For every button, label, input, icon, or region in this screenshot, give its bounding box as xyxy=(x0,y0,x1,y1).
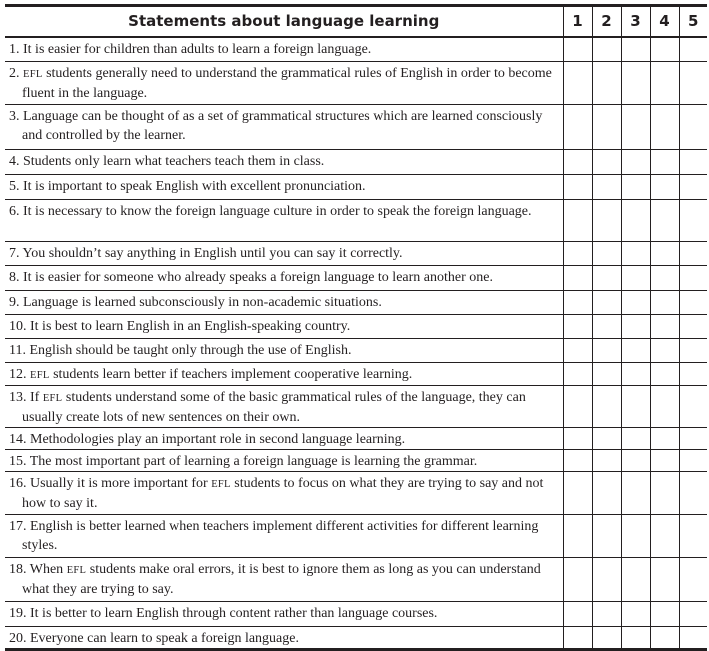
rating-cell-1[interactable] xyxy=(563,315,592,339)
statement-row xyxy=(5,339,707,363)
rating-cell-3[interactable] xyxy=(621,266,650,291)
rating-cell-4[interactable] xyxy=(650,150,679,175)
rating-cell-5[interactable] xyxy=(679,602,707,627)
rating-cell-2[interactable] xyxy=(592,515,621,558)
rating-cell-3[interactable] xyxy=(621,37,650,62)
rating-cell-1[interactable] xyxy=(563,386,592,428)
statement-cell xyxy=(5,200,563,242)
rating-cell-3[interactable] xyxy=(621,105,650,150)
rating-cell-2[interactable] xyxy=(592,339,621,363)
scale-header-4: 4 xyxy=(650,6,679,37)
statement-text: 13. If EFL students understand some of the basic grammatical rules of the language, they can usually create lots of new sentences on their own. xyxy=(9,390,526,425)
rating-cell-5[interactable] xyxy=(679,515,707,558)
rating-cell-3[interactable] xyxy=(621,472,650,515)
rating-cell-4[interactable] xyxy=(650,602,679,627)
rating-cell-4[interactable] xyxy=(650,291,679,315)
statement-text: 14. Methodologies play an important role in second language learning. xyxy=(9,432,406,447)
scale-header-5: 5 xyxy=(679,6,707,37)
statement-cell xyxy=(5,150,563,175)
statement-text: 12. EFL students learn better if teachers implement cooperative learning. xyxy=(9,367,413,382)
rating-cell-3[interactable] xyxy=(621,363,650,386)
rating-cell-2[interactable] xyxy=(592,105,621,150)
rating-cell-1[interactable] xyxy=(563,200,592,242)
rating-cell-4[interactable] xyxy=(650,339,679,363)
rating-cell-1[interactable] xyxy=(563,472,592,515)
rating-cell-1[interactable] xyxy=(563,175,592,200)
rating-cell-1[interactable] xyxy=(563,242,592,266)
rating-cell-2[interactable] xyxy=(592,37,621,62)
rating-cell-3[interactable] xyxy=(621,200,650,242)
rating-cell-3[interactable] xyxy=(621,62,650,105)
rating-cell-1[interactable] xyxy=(563,428,592,450)
rating-cell-3[interactable] xyxy=(621,428,650,450)
rating-cell-3[interactable] xyxy=(621,558,650,602)
statement-text: 4. Students only learn what teachers teach them in class. xyxy=(9,154,325,169)
statement-text: 7. You shouldn’t say anything in English until you can say it correctly. xyxy=(9,246,403,261)
statement-text: 1. It is easier for children than adults to learn a foreign language. xyxy=(9,41,372,57)
rating-cell-4[interactable] xyxy=(650,386,679,428)
rating-cell-2[interactable] xyxy=(592,200,621,242)
rating-cell-5[interactable] xyxy=(679,62,707,105)
scale-header-1: 1 xyxy=(563,6,592,37)
rating-cell-2[interactable] xyxy=(592,150,621,175)
rating-cell-4[interactable] xyxy=(650,363,679,386)
rating-cell-4[interactable] xyxy=(650,450,679,472)
rating-cell-4[interactable] xyxy=(650,472,679,515)
statement-row xyxy=(5,386,707,428)
rating-cell-4[interactable] xyxy=(650,627,679,650)
rating-cell-2[interactable] xyxy=(592,386,621,428)
rating-cell-5[interactable] xyxy=(679,315,707,339)
statement-text: 18. When EFL students make oral errors, it is best to ignore them as long as you can understand what they are trying to say. xyxy=(9,562,541,597)
rating-cell-4[interactable] xyxy=(650,200,679,242)
rating-cell-2[interactable] xyxy=(592,558,621,602)
rating-cell-2[interactable] xyxy=(592,428,621,450)
rating-cell-2[interactable] xyxy=(592,450,621,472)
statement-cell xyxy=(5,627,563,650)
language-learning-survey-table xyxy=(5,4,707,651)
rating-cell-3[interactable] xyxy=(621,450,650,472)
rating-cell-5[interactable] xyxy=(679,175,707,200)
statement-cell xyxy=(5,105,563,150)
rating-cell-1[interactable] xyxy=(563,602,592,627)
rating-cell-2[interactable] xyxy=(592,627,621,650)
rating-cell-5[interactable] xyxy=(679,200,707,242)
statement-cell xyxy=(5,602,563,627)
rating-cell-2[interactable] xyxy=(592,62,621,105)
rating-cell-1[interactable] xyxy=(563,291,592,315)
rating-cell-2[interactable] xyxy=(592,266,621,291)
statement-row xyxy=(5,515,707,558)
efl-abbr: EFL xyxy=(42,393,63,404)
rating-cell-5[interactable] xyxy=(679,339,707,363)
statement-text: 16. Usually it is more important for EFL students to focus on what they are trying to say and not how to say it. xyxy=(9,476,544,511)
statement-text: 5. It is important to speak English with excellent pronunciation. xyxy=(9,179,366,194)
statement-text: 3. Language can be thought of as a set of grammatical structures which are learned consciously and controlled by the learner. xyxy=(9,109,543,143)
rating-cell-1[interactable] xyxy=(563,627,592,650)
rating-cell-4[interactable] xyxy=(650,266,679,291)
rating-cell-3[interactable] xyxy=(621,242,650,266)
statement-cell xyxy=(5,558,563,602)
statement-text: 10. It is best to learn English in an English-speaking country. xyxy=(9,319,351,334)
statement-row xyxy=(5,558,707,602)
statement-cell xyxy=(5,450,563,472)
statement-row xyxy=(5,602,707,627)
rating-cell-2[interactable] xyxy=(592,602,621,627)
rating-cell-1[interactable] xyxy=(563,558,592,602)
statement-cell xyxy=(5,242,563,266)
header-row xyxy=(5,6,707,37)
rating-cell-2[interactable] xyxy=(592,291,621,315)
rating-cell-5[interactable] xyxy=(679,37,707,62)
rating-cell-3[interactable] xyxy=(621,339,650,363)
scale-header-2: 2 xyxy=(592,6,621,37)
statement-row xyxy=(5,200,707,242)
statement-row xyxy=(5,62,707,105)
rating-cell-1[interactable] xyxy=(563,450,592,472)
statement-cell xyxy=(5,515,563,558)
rating-cell-5[interactable] xyxy=(679,363,707,386)
rating-cell-5[interactable] xyxy=(679,428,707,450)
rating-cell-4[interactable] xyxy=(650,105,679,150)
statement-row xyxy=(5,472,707,515)
statement-row xyxy=(5,37,707,62)
statement-text: 6. It is necessary to know the foreign language culture in order to speak the foreign language. xyxy=(9,204,532,219)
statement-cell xyxy=(5,363,563,386)
rating-cell-4[interactable] xyxy=(650,62,679,105)
rating-cell-1[interactable] xyxy=(563,37,592,62)
rating-cell-5[interactable] xyxy=(679,472,707,515)
statement-row xyxy=(5,291,707,315)
statement-text: 8. It is easier for someone who already speaks a foreign language to learn another one. xyxy=(9,270,493,285)
rating-cell-1[interactable] xyxy=(563,363,592,386)
rating-cell-1[interactable] xyxy=(563,62,592,105)
statement-row xyxy=(5,315,707,339)
rating-cell-1[interactable] xyxy=(563,339,592,363)
statement-cell xyxy=(5,175,563,200)
rating-cell-5[interactable] xyxy=(679,105,707,150)
statement-row xyxy=(5,363,707,386)
rating-cell-4[interactable] xyxy=(650,558,679,602)
statement-text: 19. It is better to learn English through content rather than language courses. xyxy=(9,606,438,621)
rating-cell-5[interactable] xyxy=(679,558,707,602)
rating-cell-1[interactable] xyxy=(563,150,592,175)
rating-cell-3[interactable] xyxy=(621,627,650,650)
rating-cell-1[interactable] xyxy=(563,105,592,150)
statement-text: 20. Everyone can learn to speak a foreign language. xyxy=(9,631,299,646)
rating-cell-1[interactable] xyxy=(563,515,592,558)
rating-cell-3[interactable] xyxy=(621,291,650,315)
statement-text: 2. EFL students generally need to understand the grammatical rules of English in order to become fluent in the language. xyxy=(9,66,552,101)
rating-cell-5[interactable] xyxy=(679,266,707,291)
rating-cell-3[interactable] xyxy=(621,315,650,339)
statement-text: 17. English is better learned when teachers implement different activities for different learning styles. xyxy=(9,519,539,553)
rating-cell-4[interactable] xyxy=(650,515,679,558)
statement-cell xyxy=(5,266,563,291)
rating-cell-2[interactable] xyxy=(592,315,621,339)
statement-cell xyxy=(5,62,563,105)
rating-cell-2[interactable] xyxy=(592,363,621,386)
rating-cell-5[interactable] xyxy=(679,242,707,266)
rating-cell-4[interactable] xyxy=(650,242,679,266)
statement-row xyxy=(5,150,707,175)
statement-cell xyxy=(5,428,563,450)
statement-text: 15. The most important part of learning a foreign language is learning the grammar. xyxy=(9,454,478,469)
statement-cell xyxy=(5,339,563,363)
statement-row xyxy=(5,105,707,150)
rating-cell-4[interactable] xyxy=(650,175,679,200)
rating-cell-5[interactable] xyxy=(679,386,707,428)
statement-cell xyxy=(5,37,563,62)
statement-row xyxy=(5,627,707,650)
rating-cell-3[interactable] xyxy=(621,175,650,200)
statement-cell xyxy=(5,472,563,515)
rating-cell-3[interactable] xyxy=(621,150,650,175)
statement-cell xyxy=(5,291,563,315)
rating-cell-3[interactable] xyxy=(621,515,650,558)
rating-cell-1[interactable] xyxy=(563,266,592,291)
statement-cell xyxy=(5,386,563,428)
rating-cell-3[interactable] xyxy=(621,386,650,428)
rating-cell-2[interactable] xyxy=(592,175,621,200)
statement-row xyxy=(5,428,707,450)
statement-row xyxy=(5,266,707,291)
rating-cell-3[interactable] xyxy=(621,602,650,627)
statement-row xyxy=(5,450,707,472)
statement-cell xyxy=(5,315,563,339)
statement-text: 9. Language is learned subconsciously in non-academic situations. xyxy=(9,295,382,310)
efl-abbr: EFL xyxy=(23,69,43,80)
statement-row xyxy=(5,175,707,200)
rating-cell-4[interactable] xyxy=(650,428,679,450)
statements-header: Statements about language learning xyxy=(5,6,563,37)
rating-cell-5[interactable] xyxy=(679,150,707,175)
efl-abbr: EFL xyxy=(211,479,231,490)
rating-cell-4[interactable] xyxy=(650,37,679,62)
rating-cell-5[interactable] xyxy=(679,627,707,650)
rating-cell-2[interactable] xyxy=(592,242,621,266)
efl-abbr: EFL xyxy=(66,565,87,576)
rating-cell-5[interactable] xyxy=(679,291,707,315)
rating-cell-5[interactable] xyxy=(679,450,707,472)
rating-cell-2[interactable] xyxy=(592,472,621,515)
statement-row xyxy=(5,242,707,266)
efl-abbr: EFL xyxy=(30,370,50,381)
rating-cell-4[interactable] xyxy=(650,315,679,339)
statement-text: 11. English should be taught only through the use of English. xyxy=(9,343,352,358)
scale-header-3: 3 xyxy=(621,6,650,37)
